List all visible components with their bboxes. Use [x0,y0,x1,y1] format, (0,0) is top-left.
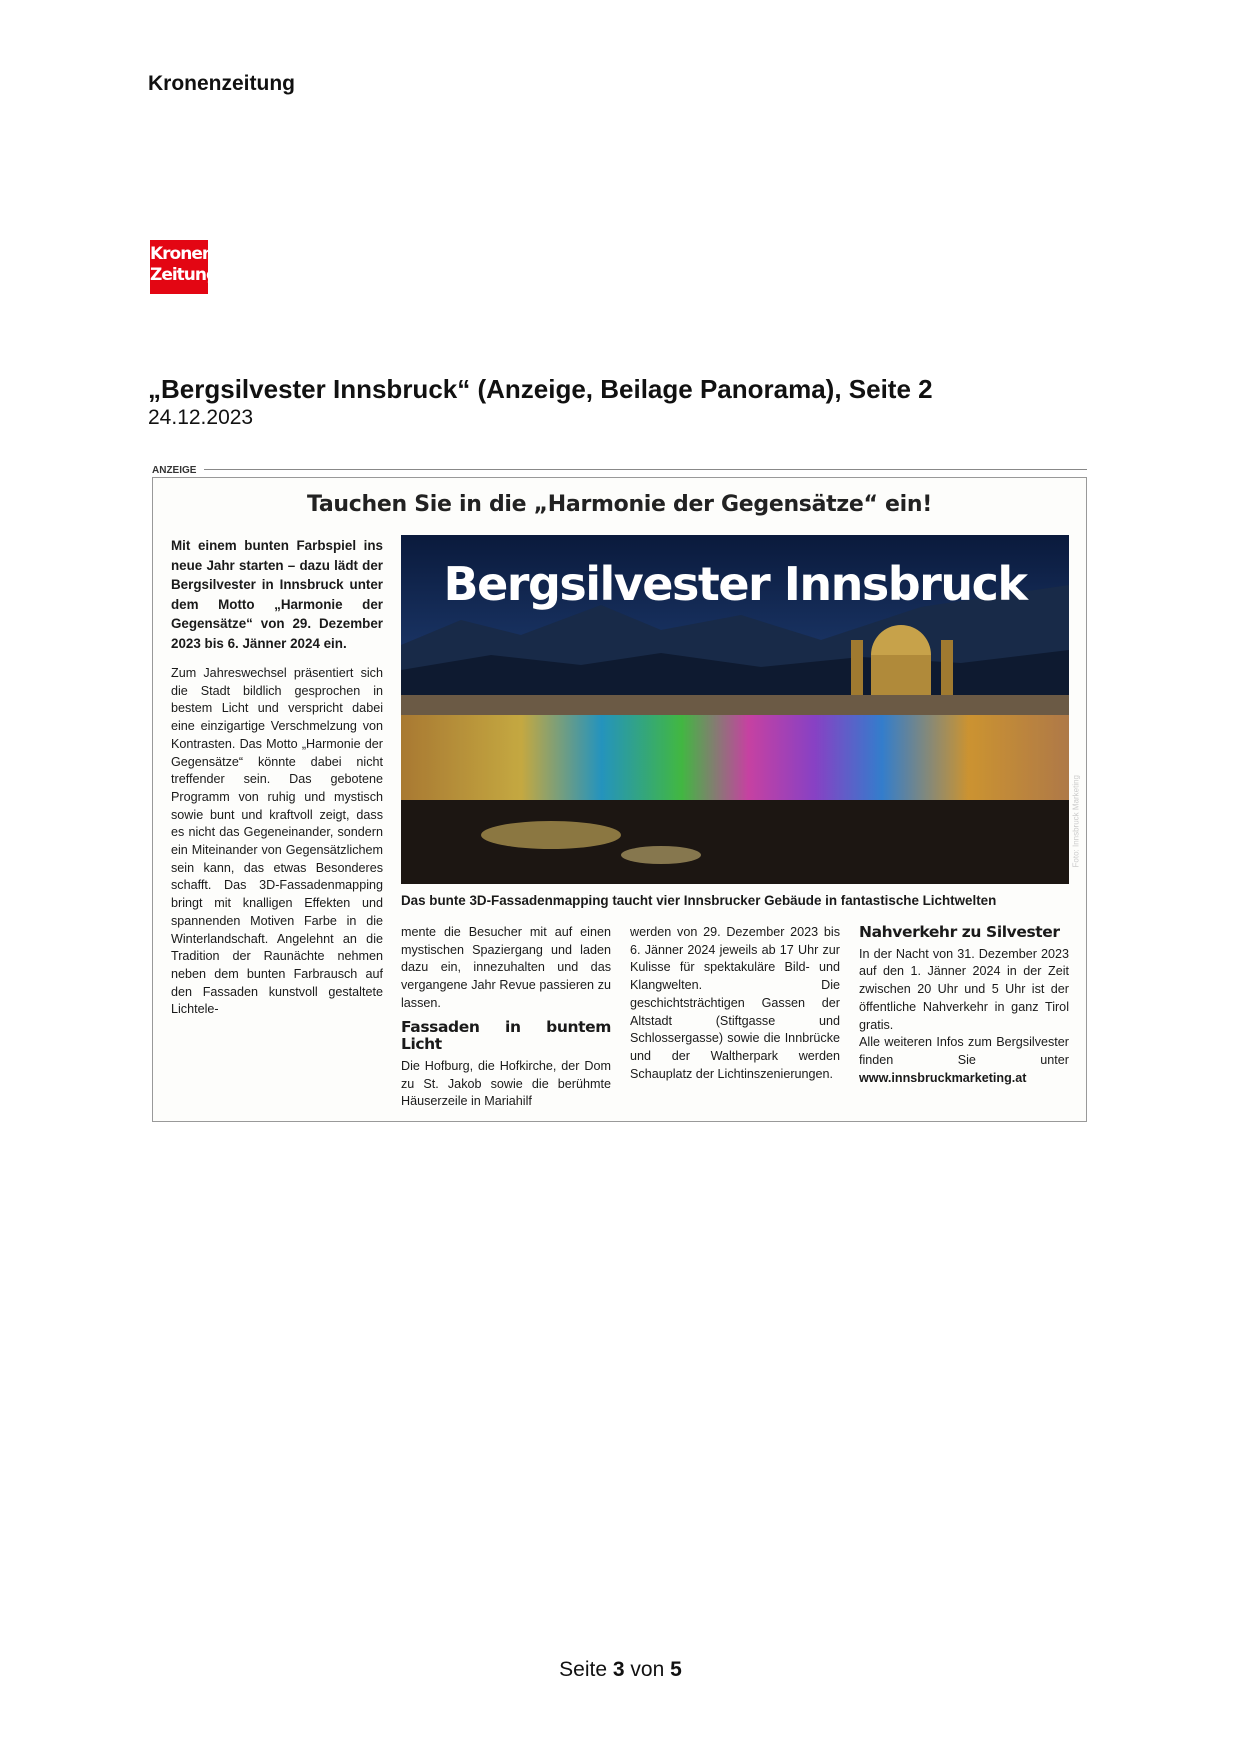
page-footer [0,1658,1241,1682]
total-pages: 5 [670,1658,682,1681]
article-title: „Bergsilvester Innsbruck“ (Anzeige, Beilage Panorama), Seite 2 [148,374,933,404]
logo-line-2: Zeitung [150,265,218,285]
newspaper-clipping [152,477,1087,1122]
column-1-body: Zum Jahreswechsel präsentiert sich die Stadt bildlich gesprochen in bestem Licht und verspricht dabei eine einzigartige Verschmelzung von Kontrasten. Das Motto „Harmonie der Gegensätze“ könnte dabei nicht treffender sein. Das gebotene Programm von ruhig und mystisch sowie bunt und kraftvoll zeigt, dass es nicht das Gegeneinander, sondern ein Miteinander von Gegensätzlichem sein kann, das etwas Besonderes schafft. Das 3D-Fassadenmapping bringt mit knalligen Effekten und spannenden Motiven Farbe in die Winterlandschaft. Angelehnt an die Tradition der Raunächte nehmen neben dem bunten Farbrausch auf den Fassaden kunstvoll gestaltete Lichtele- [171,666,383,1017]
column-4-info-text: Alle weiteren Infos zum Bergsilvester finden Sie unter [859,1035,1069,1067]
column-4-body: In der Nacht von 31. Dezember 2023 auf den 1. Jänner 2024 in der Zeit zwischen 20 Uhr und 5 Uhr ist der öffentliche Nahverkehr in ganz Tirol gratis. [859,946,1069,1032]
clipping-headline: Tauchen Sie in die „Harmonie der Gegensätze“ ein! [307,492,932,517]
logo-line-1: Kronen [150,244,213,264]
photo-caption: Das bunte 3D-Fassadenmapping taucht vier Innsbrucker Gebäude in fantastische Lichtwelten [401,893,997,908]
photo-title: Bergsilvester Innsbruck [443,557,1027,611]
publication-name: Kronenzeitung [148,72,295,95]
column-1 [171,536,383,1019]
column-2 [401,924,611,1111]
photo-credit: Foto: Innsbruck Marketing [1071,775,1080,868]
column-2-body-2: Die Hofburg, die Hofkirche, der Dom zu St. Jakob sowie die berühmte Häuserzeile in Mariahilf [401,1058,611,1109]
column-3 [630,924,840,1083]
footer-middle: von [630,1658,665,1681]
column-2-subhead: Fassaden in buntem Licht [401,1017,611,1054]
article-date: 24.12.2023 [148,406,254,429]
kronen-zeitung-logo [150,240,218,294]
lead-paragraph: Mit einem bunten Farbspiel ins neue Jahr starten – dazu lädt der Bergsilvester in Innsbruck unter dem Motto „Harmonie der Gegensätze“ von 29. Dezember 2023 bis 6. Jänner 2024 ein. [171,538,383,651]
website-link[interactable]: www.innsbruckmarketing.at [859,1070,1027,1085]
clipping-rule [204,469,1087,470]
event-photo [401,535,1080,884]
footer-prefix: Seite [559,1658,608,1681]
column-4 [859,924,1069,1087]
column-3-body: werden von 29. Dezember 2023 bis 6. Jänner 2024 jeweils ab 17 Uhr zur Kulisse für spektakuläre Bild- und Klangwelten. Die geschichtsträchtigen Gassen der Altstadt (Stiftgasse und Schlossergasse) sowie die Innbrücke und der Waltherpark werden Schauplatz der Lichtinszenierungen. [630,925,840,1081]
clipping-label: ANZEIGE [152,465,197,476]
column-2-body: mente die Besucher mit auf einen mystischen Spaziergang und laden dazu ein, innezuhalten und das vergangene Jahr Revue passieren zu lassen. [401,925,611,1010]
column-4-body-2 [859,1034,1069,1087]
current-page: 3 [612,1658,625,1681]
column-4-subhead: Nahverkehr zu Silvester [859,923,1060,941]
